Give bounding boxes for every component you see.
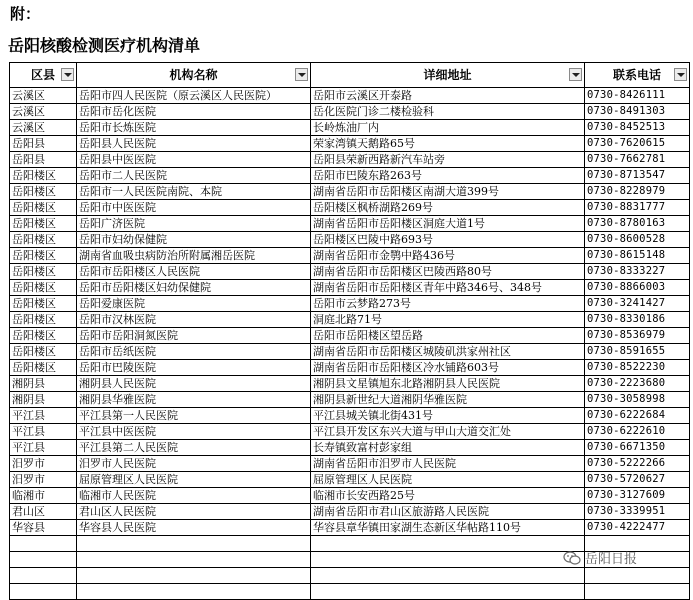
- district-cell: 岳阳楼区: [10, 344, 77, 360]
- address-cell: 华容县章华镇田家湖生态新区华帖路110号: [311, 520, 585, 536]
- phone-cell: 0730-7662781: [585, 152, 690, 168]
- column-header-institution: [77, 63, 311, 88]
- table-row: [10, 568, 690, 584]
- address-cell: 湘阴县文星镇旭东北路湘阴县人民医院: [311, 376, 585, 392]
- table-row: [10, 360, 690, 376]
- phone-cell: 0730-8866003: [585, 280, 690, 296]
- address-cell: 岳化医院门诊二楼检验科: [311, 104, 585, 120]
- district-cell: 岳阳楼区: [10, 280, 77, 296]
- district-cell: 云溪区: [10, 88, 77, 104]
- phone-cell: 0730-8330186: [585, 312, 690, 328]
- table-row: [10, 264, 690, 280]
- phone-cell: 0730-8615148: [585, 248, 690, 264]
- column-header-label: 区县: [30, 67, 55, 82]
- institution-cell: 岳阳县中医医院: [77, 152, 311, 168]
- district-cell: 湘阴县: [10, 392, 77, 408]
- institution-cell: 岳阳市长炼医院: [77, 120, 311, 136]
- phone-cell: 0730-3241427: [585, 296, 690, 312]
- table-row: [10, 216, 690, 232]
- institution-cell: 湖南省血吸虫病防治所附属湘岳医院: [77, 248, 311, 264]
- address-cell: 平江县城关镇北街431号: [311, 408, 585, 424]
- address-cell: 荣家湾镇天鹅路65号: [311, 136, 585, 152]
- institution-cell: 岳阳市妇幼保健院: [77, 232, 311, 248]
- column-header-label: 联系电话: [612, 67, 661, 82]
- phone-cell: 0730-7620615: [585, 136, 690, 152]
- institution-cell: 岳阳市汉林医院: [77, 312, 311, 328]
- table-row: [10, 104, 690, 120]
- address-cell: 湖南省岳阳市岳阳楼区城陵矶洪家州社区: [311, 344, 585, 360]
- table-row: [10, 120, 690, 136]
- address-cell: 湖南省岳阳市金鹗中路436号: [311, 248, 585, 264]
- institution-cell: 平江县第二人民医院: [77, 440, 311, 456]
- column-header-label: 详细地址: [423, 67, 472, 82]
- phone-cell: 0730-8536979: [585, 328, 690, 344]
- address-cell: 临湘市长安西路25号: [311, 488, 585, 504]
- institution-cell: 岳阳市岳化医院: [77, 104, 311, 120]
- phone-cell: 0730-8780163: [585, 216, 690, 232]
- address-cell: 湖南省岳阳市岳阳楼区青年中路346号、348号: [311, 280, 585, 296]
- phone-cell: 0730-2223680: [585, 376, 690, 392]
- table-row: [10, 392, 690, 408]
- district-cell: 岳阳县: [10, 136, 77, 152]
- address-cell: 湖南省岳阳市岳阳楼区南湖大道399号: [311, 184, 585, 200]
- district-cell: 平江县: [10, 440, 77, 456]
- institution-cell: 平江县中医医院: [77, 424, 311, 440]
- institution-cell: [77, 584, 311, 600]
- table-row: [10, 296, 690, 312]
- institution-cell: 岳阳县人民医院: [77, 136, 311, 152]
- address-cell: 湖南省岳阳市汨罗市人民医院: [311, 456, 585, 472]
- district-cell: 岳阳楼区: [10, 232, 77, 248]
- district-cell: 岳阳楼区: [10, 264, 77, 280]
- table-row: [10, 472, 690, 488]
- table-row: [10, 280, 690, 296]
- phone-cell: 0730-3127609: [585, 488, 690, 504]
- address-cell: [311, 536, 585, 552]
- column-header-phone: [585, 63, 690, 88]
- filter-dropdown-icon[interactable]: [569, 68, 582, 81]
- watermark: [563, 548, 637, 567]
- district-cell: 云溪区: [10, 120, 77, 136]
- district-cell: [10, 568, 77, 584]
- table-row: [10, 376, 690, 392]
- district-cell: 岳阳楼区: [10, 248, 77, 264]
- district-cell: [10, 552, 77, 568]
- district-cell: 汨罗市: [10, 456, 77, 472]
- table-row: [10, 168, 690, 184]
- table-row: [10, 184, 690, 200]
- filter-dropdown-icon[interactable]: [295, 68, 308, 81]
- district-cell: [10, 584, 77, 600]
- institution-cell: 临湘市人民医院: [77, 488, 311, 504]
- phone-cell: 0730-6222684: [585, 408, 690, 424]
- district-cell: [10, 536, 77, 552]
- table-row: [10, 456, 690, 472]
- institution-cell: 汨罗市人民医院: [77, 456, 311, 472]
- phone-cell: 0730-8426111: [585, 88, 690, 104]
- address-cell: 屈原管理区人民医院: [311, 472, 585, 488]
- phone-cell: 0730-8831777: [585, 200, 690, 216]
- phone-cell: [585, 584, 690, 600]
- institution-cell: 平江县第一人民医院: [77, 408, 311, 424]
- institution-cell: 岳阳广济医院: [77, 216, 311, 232]
- district-cell: 岳阳楼区: [10, 168, 77, 184]
- institution-cell: 湘阴县人民医院: [77, 376, 311, 392]
- phone-cell: 0730-3339951: [585, 504, 690, 520]
- table-row: [10, 440, 690, 456]
- institution-cell: [77, 568, 311, 584]
- institution-cell: 岳阳市岳阳楼区人民医院: [77, 264, 311, 280]
- table-row: [10, 408, 690, 424]
- phone-cell: 0730-3058998: [585, 392, 690, 408]
- document-title: 岳阳核酸检测医疗机构清单: [8, 36, 201, 55]
- address-cell: 平江县开发区东兴大道与甲山大道交汇处: [311, 424, 585, 440]
- district-cell: 岳阳楼区: [10, 200, 77, 216]
- phone-cell: 0730-6671350: [585, 440, 690, 456]
- address-cell: 岳阳市巴陵东路263号: [311, 168, 585, 184]
- address-cell: 岳阳市岳阳楼区望岳路: [311, 328, 585, 344]
- table-row: [10, 232, 690, 248]
- institution-cell: 岳阳市二人民医院: [77, 168, 311, 184]
- institution-cell: 岳阳爱康医院: [77, 296, 311, 312]
- institution-cell: 岳阳市一人民医院南院、本院: [77, 184, 311, 200]
- phone-cell: 0730-4222477: [585, 520, 690, 536]
- institution-cell: 岳阳市巴陵医院: [77, 360, 311, 376]
- district-cell: 华容县: [10, 520, 77, 536]
- phone-cell: 0730-5222266: [585, 456, 690, 472]
- address-cell: 湖南省岳阳市岳阳楼区冷水铺路603号: [311, 360, 585, 376]
- district-cell: 岳阳楼区: [10, 184, 77, 200]
- institution-cell: 湘阴县华雅医院: [77, 392, 311, 408]
- phone-cell: 0730-8591655: [585, 344, 690, 360]
- district-cell: 汨罗市: [10, 472, 77, 488]
- address-cell: 岳阳楼区巴陵中路693号: [311, 232, 585, 248]
- institution-cell: 岳阳市岳阳洞氮医院: [77, 328, 311, 344]
- district-cell: 湘阴县: [10, 376, 77, 392]
- institution-cell: 岳阳市岳阳楼区妇幼保健院: [77, 280, 311, 296]
- institution-cell: [77, 536, 311, 552]
- address-cell: 洞庭北路71号: [311, 312, 585, 328]
- institution-cell: 君山区人民医院: [77, 504, 311, 520]
- header-row: [10, 63, 690, 88]
- address-cell: 岳阳市云溪区开泰路: [311, 88, 585, 104]
- table-row: [10, 312, 690, 328]
- district-cell: 临湘市: [10, 488, 77, 504]
- phone-cell: 0730-5720627: [585, 472, 690, 488]
- table-row: [10, 88, 690, 104]
- phone-cell: 0730-8452513: [585, 120, 690, 136]
- phone-cell: 0730-8600528: [585, 232, 690, 248]
- watermark-text: 岳阳日报: [585, 552, 638, 567]
- district-cell: 岳阳县: [10, 152, 77, 168]
- district-cell: 平江县: [10, 408, 77, 424]
- phone-cell: [585, 568, 690, 584]
- phone-cell: 0730-8522230: [585, 360, 690, 376]
- address-cell: [311, 552, 585, 568]
- filter-dropdown-icon[interactable]: [674, 68, 687, 81]
- table-row: [10, 248, 690, 264]
- address-cell: 湖南省岳阳市岳阳楼区巴陵西路80号: [311, 264, 585, 280]
- column-header-district: [10, 63, 77, 88]
- address-cell: 岳阳县荣新西路新汽车站旁: [311, 152, 585, 168]
- wechat-icon: [563, 551, 581, 565]
- address-cell: 岳阳市云梦路273号: [311, 296, 585, 312]
- table-row: [10, 200, 690, 216]
- address-cell: [311, 584, 585, 600]
- column-header-address: [311, 63, 585, 88]
- district-cell: 平江县: [10, 424, 77, 440]
- district-cell: 岳阳楼区: [10, 216, 77, 232]
- institution-cell: 华容县人民医院: [77, 520, 311, 536]
- table-row: [10, 584, 690, 600]
- district-cell: 岳阳楼区: [10, 360, 77, 376]
- table-row: [10, 344, 690, 360]
- institution-cell: 屈原管理区人民医院: [77, 472, 311, 488]
- address-cell: 湘阴县新世纪大道湘阴华雅医院: [311, 392, 585, 408]
- district-cell: 君山区: [10, 504, 77, 520]
- institution-cell: [77, 552, 311, 568]
- district-cell: 岳阳楼区: [10, 312, 77, 328]
- table-row: [10, 136, 690, 152]
- table-row: [10, 520, 690, 536]
- column-header-label: 机构名称: [169, 67, 218, 82]
- address-cell: 长岭炼油厂内: [311, 120, 585, 136]
- institution-table: [9, 62, 690, 600]
- phone-cell: 0730-8333227: [585, 264, 690, 280]
- phone-cell: 0730-8491303: [585, 104, 690, 120]
- table-row: [10, 152, 690, 168]
- phone-cell: 0730-8228979: [585, 184, 690, 200]
- institution-cell: 岳阳市四人民医院（原云溪区人民医院）: [77, 88, 311, 104]
- table-row: [10, 424, 690, 440]
- address-cell: 岳阳楼区枫桥湖路269号: [311, 200, 585, 216]
- table-row: [10, 504, 690, 520]
- address-cell: 长寿镇致富村彭家组: [311, 440, 585, 456]
- district-cell: 云溪区: [10, 104, 77, 120]
- address-cell: 湖南省岳阳市君山区旅游路人民医院: [311, 504, 585, 520]
- phone-cell: 0730-8713547: [585, 168, 690, 184]
- filter-dropdown-icon[interactable]: [61, 68, 74, 81]
- institution-cell: 岳阳市岳纸医院: [77, 344, 311, 360]
- table-row: [10, 488, 690, 504]
- table-row: [10, 328, 690, 344]
- address-cell: [311, 568, 585, 584]
- institution-cell: 岳阳市中医医院: [77, 200, 311, 216]
- district-cell: 岳阳楼区: [10, 296, 77, 312]
- heading-prefix: 附：: [10, 5, 41, 23]
- district-cell: 岳阳楼区: [10, 328, 77, 344]
- phone-cell: 0730-6222610: [585, 424, 690, 440]
- address-cell: 湖南省岳阳市岳阳楼区洞庭大道1号: [311, 216, 585, 232]
